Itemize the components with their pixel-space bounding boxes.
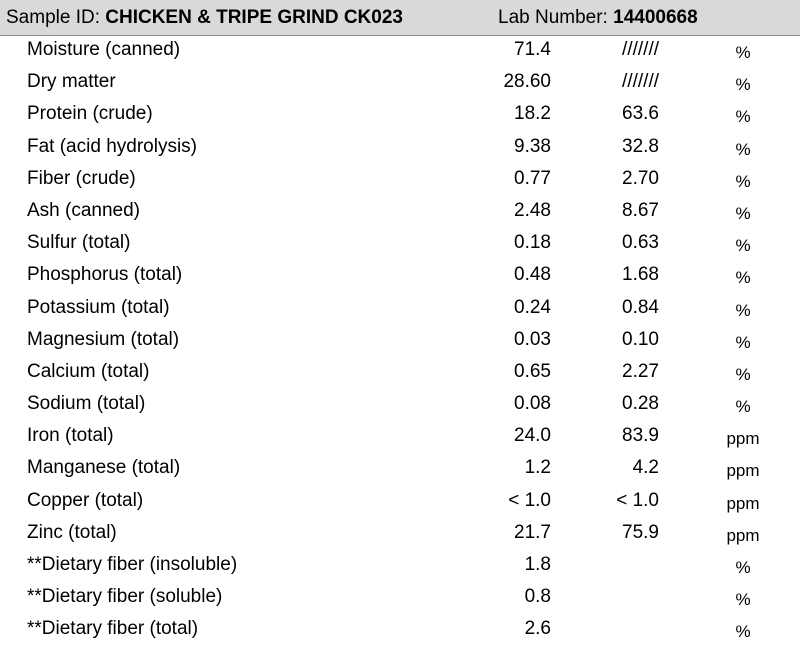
- unit-label: %: [735, 622, 751, 642]
- as-fed-value: 2.6: [524, 618, 551, 640]
- table-row: [0, 326, 800, 358]
- as-fed-value: 0.03: [514, 328, 551, 350]
- analyte-name: Phosphorus (total): [27, 264, 183, 286]
- unit-label: %: [735, 75, 751, 95]
- lab-number: [498, 0, 698, 36]
- table-row: [0, 519, 800, 551]
- as-fed-value: 2.48: [514, 199, 551, 221]
- unit-label: %: [735, 300, 751, 320]
- analyte-name: Magnesium (total): [27, 328, 180, 350]
- table-row: [0, 294, 800, 326]
- dry-basis-value: 0.63: [622, 232, 659, 254]
- dry-basis-value: 4.2: [632, 457, 659, 479]
- as-fed-value: 1.2: [524, 457, 551, 479]
- analyte-name: **Dietary fiber (soluble): [27, 586, 223, 608]
- dry-basis-value: < 1.0: [616, 489, 659, 511]
- sample-id-label: Sample ID:: [6, 7, 106, 28]
- report-header: [0, 0, 800, 36]
- as-fed-value: 0.24: [514, 296, 551, 318]
- dry-basis-value: 0.84: [622, 296, 659, 318]
- dry-basis-value: 1.68: [622, 264, 659, 286]
- table-row: [0, 197, 800, 229]
- analyte-name: **Dietary fiber (insoluble): [27, 554, 238, 575]
- table-row: [0, 358, 800, 390]
- analyte-name: Copper (total): [27, 489, 144, 511]
- table-row: [0, 390, 800, 422]
- unit-label: ppm: [726, 461, 760, 481]
- unit-label: ppm: [726, 525, 760, 545]
- dry-basis-value: 83.9: [622, 425, 659, 447]
- unit-label: %: [735, 332, 751, 352]
- analyte-name: Sulfur (total): [27, 232, 131, 254]
- dry-basis-value: 8.67: [622, 199, 659, 221]
- table-row: [0, 68, 800, 100]
- unit-label: ppm: [726, 493, 760, 513]
- analyte-name: Manganese (total): [27, 457, 181, 479]
- dry-basis-value: 75.9: [622, 521, 659, 543]
- dry-basis-value: 32.8: [622, 135, 659, 157]
- as-fed-value: 0.08: [514, 393, 551, 415]
- dry-basis-value: ///////: [622, 71, 659, 93]
- analyte-name: Ash (canned): [27, 199, 141, 221]
- table-row: [0, 165, 800, 197]
- analyte-name: Fat (acid hydrolysis): [27, 135, 197, 157]
- as-fed-value: 18.2: [514, 103, 551, 125]
- lab-number-value: 14400668: [613, 7, 698, 28]
- unit-label: %: [735, 268, 751, 288]
- lab-number-label: Lab Number:: [498, 7, 614, 28]
- analyte-name: Potassium (total): [27, 296, 170, 318]
- table-row: [0, 583, 800, 615]
- unit-label: %: [735, 236, 751, 256]
- sample-id: [6, 0, 403, 36]
- table-row: [0, 100, 800, 132]
- analyte-name: Moisture (canned): [27, 39, 181, 60]
- unit-label: ppm: [726, 429, 760, 449]
- as-fed-value: 24.0: [514, 425, 551, 447]
- unit-label: %: [735, 139, 751, 159]
- as-fed-value: 21.7: [514, 521, 551, 543]
- as-fed-value: 0.77: [514, 167, 551, 189]
- analysis-table: [0, 36, 800, 648]
- as-fed-value: 71.4: [514, 39, 551, 60]
- table-row: [0, 615, 800, 647]
- table-row: [0, 422, 800, 454]
- analyte-name: Calcium (total): [27, 360, 150, 382]
- table-row: [0, 487, 800, 519]
- dry-basis-value: 0.10: [622, 328, 659, 350]
- unit-label: %: [735, 107, 751, 127]
- dry-basis-value: 0.28: [622, 393, 659, 415]
- table-row: [0, 229, 800, 261]
- table-row: [0, 454, 800, 486]
- table-row: [0, 36, 800, 68]
- as-fed-value: 0.48: [514, 264, 551, 286]
- as-fed-value: 28.60: [503, 71, 551, 93]
- table-row: [0, 261, 800, 293]
- as-fed-value: 9.38: [514, 135, 551, 157]
- analyte-name: Sodium (total): [27, 393, 146, 415]
- as-fed-value: 0.8: [524, 586, 551, 608]
- analyte-name: Dry matter: [27, 71, 116, 93]
- unit-label: %: [735, 558, 751, 577]
- dry-basis-value: 2.27: [622, 360, 659, 382]
- analyte-name: Zinc (total): [27, 521, 117, 543]
- as-fed-value: < 1.0: [508, 489, 551, 511]
- table-row: [0, 133, 800, 165]
- as-fed-value: 0.18: [514, 232, 551, 254]
- analyte-name: Fiber (crude): [27, 167, 136, 189]
- analyte-name: Iron (total): [27, 425, 114, 447]
- unit-label: %: [735, 590, 751, 610]
- dry-basis-value: 2.70: [622, 167, 659, 189]
- unit-label: %: [735, 43, 751, 62]
- as-fed-value: 1.8: [524, 554, 551, 575]
- analyte-name: Protein (crude): [27, 103, 153, 125]
- unit-label: %: [735, 203, 751, 223]
- sample-id-value: CHICKEN & TRIPE GRIND CK023: [105, 7, 403, 28]
- unit-label: %: [735, 171, 751, 191]
- as-fed-value: 0.65: [514, 360, 551, 382]
- table-row: [0, 551, 800, 583]
- analyte-name: **Dietary fiber (total): [27, 618, 199, 640]
- unit-label: %: [735, 397, 751, 417]
- unit-label: %: [735, 364, 751, 384]
- dry-basis-value: 63.6: [622, 103, 659, 125]
- dry-basis-value: ///////: [622, 39, 659, 60]
